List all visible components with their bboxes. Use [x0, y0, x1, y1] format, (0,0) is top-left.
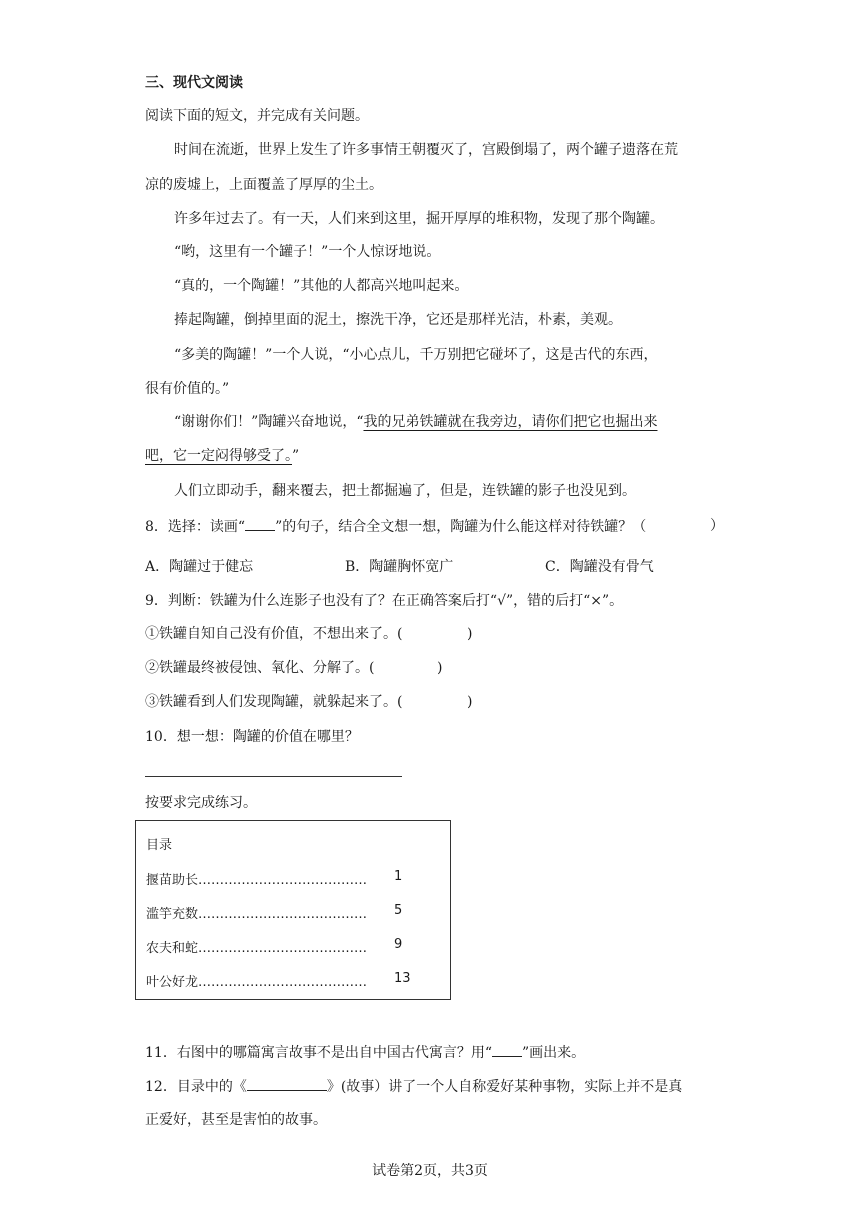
passage-line: 许多年过去了。有一天，人们来到这里，掘开厚厚的堆积物，发现了那个陶罐。 [174, 211, 664, 227]
toc-entry-dots: ………………………………… [198, 941, 368, 956]
section-title: 三、现代文阅读 [145, 75, 243, 91]
passage-line: “多美的陶罐！”一个人说，“小心点儿，千万别把它碰坏了，这是古代的东西， [174, 347, 658, 363]
toc-entry-name: 农夫和蛇 [146, 941, 199, 956]
toc-entry-dots: ………………………………… [198, 975, 368, 990]
q9-item-1-answer[interactable]: ) [467, 626, 473, 642]
toc-title: 目录 [146, 838, 173, 853]
section-instruction: 阅读下面的短文，并完成有关问题。 [145, 108, 369, 124]
underlined-sentence: 吧，它一定闷得够受了。 [145, 448, 292, 464]
q11-suffix: ”画出来。 [521, 1045, 586, 1061]
underline-sample [245, 516, 275, 531]
question-10-stem: 10．想一想：陶罐的价值在哪里？ [145, 729, 359, 745]
q9-item-1: ①铁罐自知自己没有价值，不想出来了。( [145, 626, 403, 642]
passage-line: 凉的废墟上，上面覆盖了厚厚的尘土。 [145, 177, 383, 193]
q8-prefix: 8．选择：读画“ [145, 519, 246, 535]
q8-option-c[interactable]: C．陶罐没有骨气 [545, 559, 654, 575]
toc-entry-page: 1 [394, 869, 403, 884]
passage-line: 时间在流逝，世界上发生了许多事情王朝覆灭了，宫殿倒塌了，两个罐子遗落在荒 [174, 142, 678, 158]
q9-item-3-answer[interactable]: ) [467, 694, 473, 710]
toc-entry-name: 滥竽充数 [146, 907, 199, 922]
q11-prefix: 11．右图中的哪篇寓言故事不是出自中国古代寓言？用“ [145, 1045, 492, 1061]
underline-sample [492, 1042, 522, 1057]
q12-suffix: 》(故事）讲了一个人自称爱好某种事物，实际上并不是真 [326, 1079, 683, 1095]
q8-suffix: ”的句子，结合全文想一想，陶罐为什么能这样对待铁罐？（ [275, 519, 647, 535]
passage-text: “谢谢你们！”陶罐兴奋地说，“ [174, 414, 364, 430]
q8-option-b[interactable]: B．陶罐胸怀宽广 [345, 559, 454, 575]
toc-entry [146, 937, 367, 956]
toc-entry-page: 5 [394, 903, 403, 918]
page-footer: 试卷第2页，共3页 [372, 1163, 488, 1179]
toc-entry [146, 869, 367, 888]
toc-entry-name: 叶公好龙 [146, 975, 199, 990]
q8-option-a[interactable]: A．陶罐过于健忘 [145, 559, 254, 575]
passage-line: “真的，一个陶罐！”其他的人都高兴地叫起来。 [174, 278, 469, 294]
exercise-intro: 按要求完成练习。 [145, 795, 257, 811]
q8-answer-paren[interactable]: ） [710, 518, 724, 534]
passage-line: 捧起陶罐，倒掉里面的泥土，擦洗干净，它还是那样光洁，朴素，美观。 [174, 312, 622, 328]
q9-item-2-answer[interactable]: ) [437, 660, 443, 676]
q12-prefix: 12．目录中的《 [145, 1079, 247, 1095]
toc-entry [146, 903, 367, 922]
toc-entry-dots: ………………………………… [198, 873, 368, 888]
q12-answer-blank[interactable] [247, 1076, 327, 1091]
toc-entry-page: 13 [394, 971, 411, 986]
question-11 [145, 1042, 585, 1063]
passage-line: “哟，这里有一个罐子！”一个人惊讶地说。 [174, 244, 441, 260]
question-12 [145, 1076, 682, 1097]
passage-line: 人们立即动手，翻来覆去，把土都掘遍了，但是，连铁罐的影子也没见到。 [174, 483, 636, 499]
q10-answer-line[interactable] [145, 776, 402, 777]
toc-entry [146, 971, 367, 990]
passage-line: 很有价值的。” [145, 381, 230, 397]
toc-entry-name: 揠苗助长 [146, 873, 199, 888]
question-9-stem: 9．判断：铁罐为什么连影子也没有了？在正确答案后打“√”，错的后打“×”。 [145, 593, 624, 609]
q9-item-3: ③铁罐看到人们发现陶罐，就躲起来了。( [145, 694, 403, 710]
toc-entry-page: 9 [394, 937, 403, 952]
question-8 [145, 516, 646, 537]
underlined-sentence: 我的兄弟铁罐就在我旁边，请你们把它也掘出来 [363, 414, 658, 430]
q9-item-2: ②铁罐最终被侵蚀、氧化、分解了。( [145, 660, 375, 676]
passage-line [145, 446, 299, 466]
passage-line [174, 412, 657, 432]
toc-entry-dots: ………………………………… [198, 907, 368, 922]
passage-text: ” [292, 448, 300, 464]
toc-box [135, 820, 451, 1000]
question-12-line-2: 正爱好，甚至是害怕的故事。 [145, 1112, 327, 1128]
